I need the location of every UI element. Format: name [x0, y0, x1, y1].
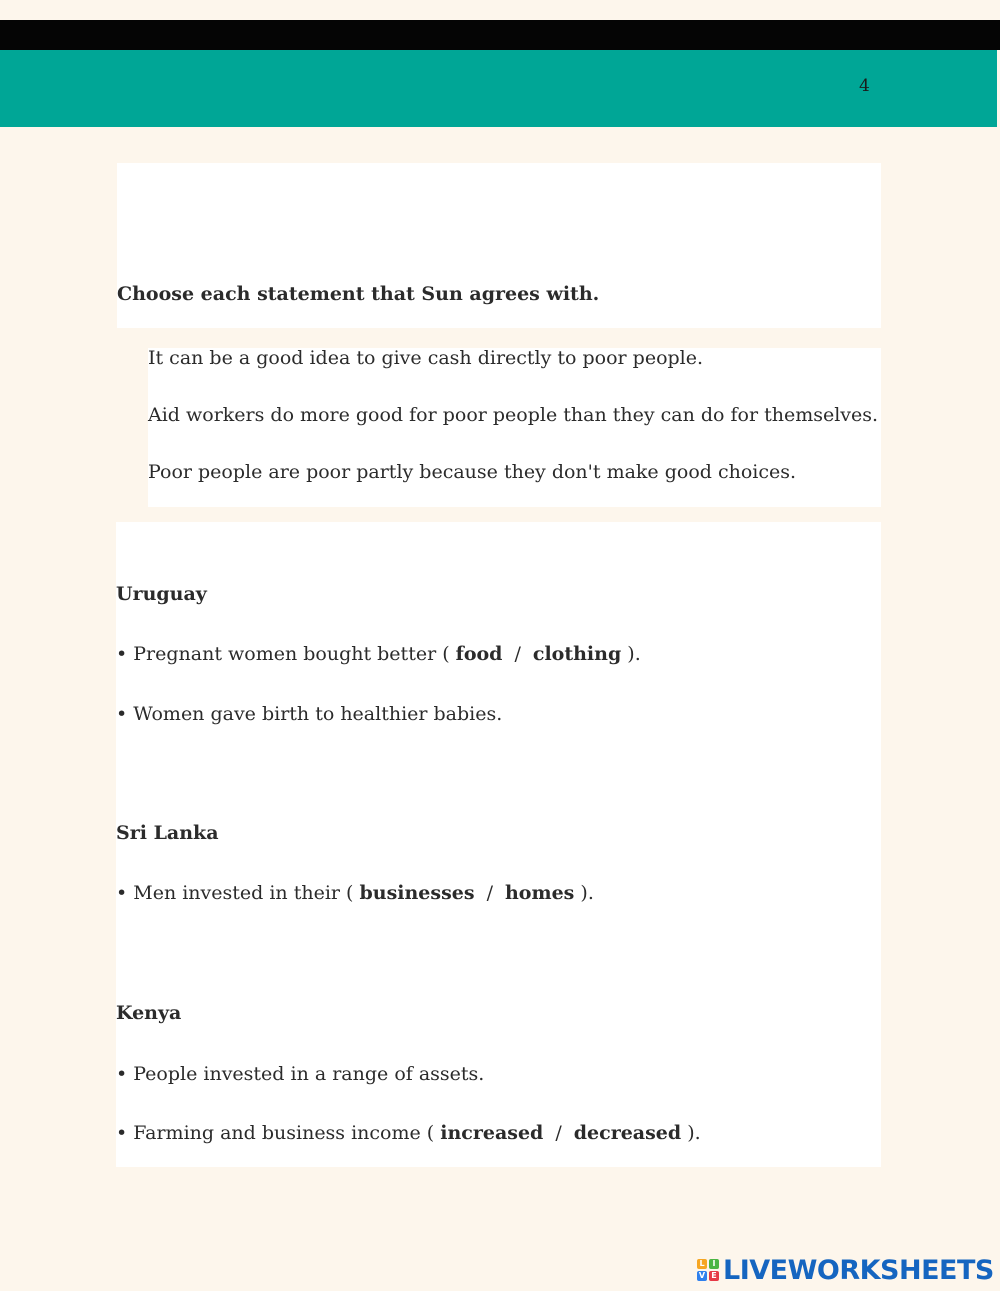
sri-lanka-line-invested [116, 882, 594, 904]
choice-separator: / [555, 1122, 562, 1144]
line-suffix: ). [681, 1122, 701, 1144]
option-poor-choices[interactable]: Poor people are poor partly because they don't make good choices. [148, 461, 797, 483]
line-prefix: • Pregnant women bought better ( [116, 643, 456, 665]
choice-separator: / [514, 643, 521, 665]
line-prefix: • Men invested in their ( [116, 882, 360, 904]
header-band [0, 50, 997, 127]
choice-decreased[interactable]: decreased [573, 1122, 682, 1144]
choice-increased[interactable]: increased [440, 1122, 544, 1144]
choice-separator: / [486, 882, 493, 904]
uruguay-line-food [116, 643, 641, 665]
section-title-kenya: Kenya [116, 1002, 182, 1024]
line-suffix: ). [574, 882, 594, 904]
option-cash-directly[interactable]: It can be a good idea to give cash directly to poor people. [148, 347, 704, 369]
liveworksheets-logo-icon: L I V E [697, 1259, 719, 1281]
options-panel [148, 348, 881, 507]
choice-food[interactable]: food [455, 643, 503, 665]
section-title-sri-lanka: Sri Lanka [116, 822, 219, 844]
option-aid-workers[interactable]: Aid workers do more good for poor people than they can do for themselves. [148, 404, 879, 426]
line-prefix: • Farming and business income ( [116, 1122, 441, 1144]
uruguay-line-babies: • Women gave birth to healthier babies. [116, 703, 503, 725]
section-title-uruguay: Uruguay [116, 583, 207, 605]
line-suffix: ). [621, 643, 641, 665]
liveworksheets-logo [697, 1256, 994, 1284]
logo-text: LIVEWORKSHEETS [723, 1254, 994, 1286]
choice-homes[interactable]: homes [504, 882, 575, 904]
choice-clothing[interactable]: clothing [532, 643, 622, 665]
top-black-bar [0, 20, 1000, 50]
kenya-line-assets: • People invested in a range of assets. [116, 1063, 485, 1085]
page-number: 4 [859, 76, 870, 96]
choice-businesses[interactable]: businesses [359, 882, 475, 904]
kenya-line-income [116, 1122, 701, 1144]
question-prompt: Choose each statement that Sun agrees with. [117, 283, 600, 305]
